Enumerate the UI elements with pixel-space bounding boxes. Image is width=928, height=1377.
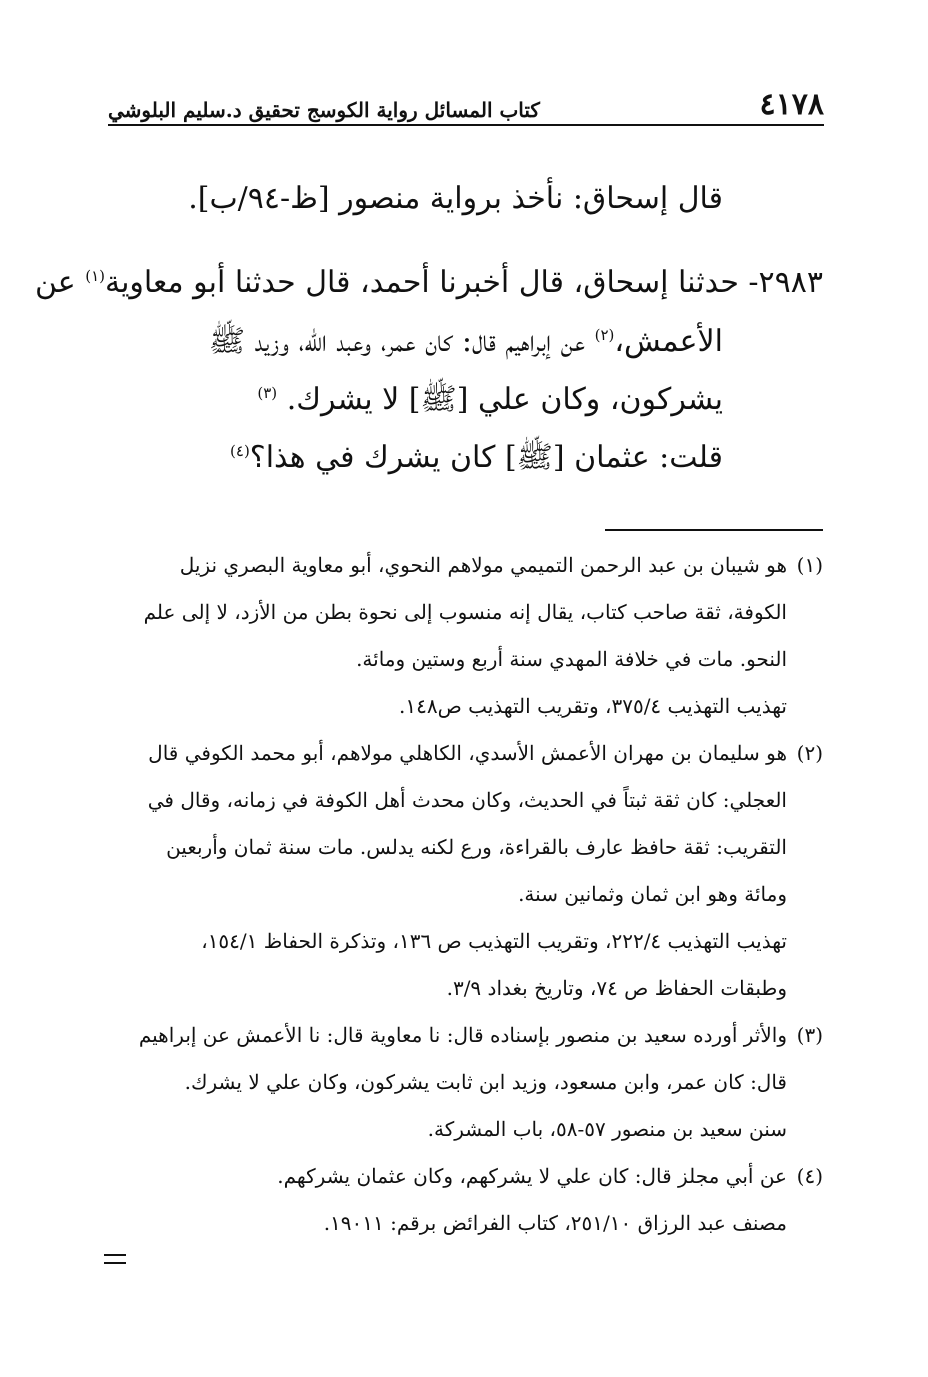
- footnote-3-line-2: قال: كان عمر، وابن مسعود، وزيد ابن ثابت يشركون، وكان علي لا يشرك.: [184, 1070, 787, 1094]
- hadith-line-1-text: ٢٩٨٣- حدثنا إسحاق، قال أخبرنا أحمد، قال حدثنا أبو معاوية: [105, 265, 823, 300]
- footnote-separator: [605, 529, 823, 531]
- footnote-ref-2[interactable]: (٢): [594, 326, 615, 344]
- hadith-line-2: [209, 323, 723, 366]
- footnote-1-line-1: هو شيبان بن عبد الرحمن التميمي مولاهم النحوي، أبو معاوية البصري نزيل: [179, 553, 787, 577]
- hadith-line-1-end: عن: [34, 265, 86, 300]
- footnote-4-line-1: عن أبي مجلز قال: كان علي لا يشركهم، وكان عثمان يشركهم.: [277, 1164, 787, 1188]
- continuation-mark-bar-bottom: [104, 1262, 126, 1264]
- footnote-2-marker: (٢): [796, 741, 823, 765]
- hadith-line-3: [257, 381, 723, 424]
- footnote-4-line-2: مصنف عبد الرزاق ٢٥١/١٠، كتاب الفرائض برقم: ١٩٠١١.: [323, 1211, 787, 1235]
- footnote-4-marker: (٤): [796, 1164, 823, 1188]
- footnote-ref-4[interactable]: (٤): [230, 442, 250, 460]
- hadith-line-4: [230, 439, 723, 482]
- footnote-2-line-1: هو سليمان بن مهران الأعمش الأسدي، الكاهلي مولاهم، أبو محمد الكوفي قال: [148, 741, 787, 765]
- hadith-line-4-text: قلت: عثمان [ﷺ] كان يشرك في هذا؟: [249, 440, 723, 475]
- page-number: ٤١٧٨: [759, 87, 824, 122]
- footnote-2-line-2: العجلي: كان ثقة ثبتاً في الحديث، وكان محدث أهل الكوفة في زمانه، وقال في: [147, 788, 787, 812]
- footnote-2-line-5: تهذيب التهذيب ٢٢٢/٤، وتقريب التهذيب ص ١٣٦، وتذكرة الحفاظ ١٥٤/١،: [201, 929, 787, 953]
- footnote-1-marker: (١): [796, 553, 823, 577]
- continuation-mark-bar-top: [104, 1254, 126, 1256]
- hadith-line-1: [35, 265, 823, 300]
- hadith-line-3-text: يشركون، وكان علي [ﷺ] لا يشرك.: [286, 382, 723, 417]
- hadith-line-2-start: الأعمش،: [614, 324, 723, 359]
- hadith-line-2-text: عن إبراهيم قال: كان عمر، وعبد الله، وزيد ﷺ: [208, 324, 595, 359]
- footnote-3-marker: (٣): [796, 1023, 823, 1047]
- footnote-3-line-1: والأثر أورده سعيد بن منصور بإسناده قال: نا معاوية قال: نا الأعمش عن إبراهيم: [138, 1023, 787, 1047]
- footnote-ref-1[interactable]: (١): [85, 267, 105, 285]
- continuation-mark: [104, 1254, 126, 1270]
- footnote-2-line-3: التقريب: ثقة حافظ عارف بالقراءة، ورع لكنه يدلس. مات سنة ثمان وأربعين: [166, 835, 787, 859]
- running-title: كتاب المسائل رواية الكوسج تحقيق د.سليم البلوشي: [108, 98, 540, 122]
- footnote-1-line-4: تهذيب التهذيب ٣٧٥/٤، وتقريب التهذيب ص١٤٨.: [398, 694, 787, 718]
- footnote-1-line-2: الكوفة، ثقة صاحب كتاب، يقال إنه منسوب إلى نحوة بطن من الأزد، لا إلى علم: [143, 600, 787, 624]
- page-header: [108, 86, 824, 126]
- footnote-2-line-6: وطبقات الحفاظ ص ٧٤، وتاريخ بغداد ٣/٩.: [446, 976, 787, 1000]
- footnote-3-line-3: سنن سعيد بن منصور ٥٧-٥٨، باب المشركة.: [427, 1117, 787, 1141]
- footnote-1-line-3: النحو. مات في خلافة المهدي سنة أربع وستين ومائة.: [356, 647, 787, 671]
- footnote-2-line-4: ومائة وهو ابن ثمان وثمانين سنة.: [518, 882, 787, 906]
- main-line-1: قال إسحاق: نأخذ برواية منصور [ظ-٩٤/ب].: [188, 181, 723, 216]
- footnote-ref-3[interactable]: (٣): [257, 384, 278, 402]
